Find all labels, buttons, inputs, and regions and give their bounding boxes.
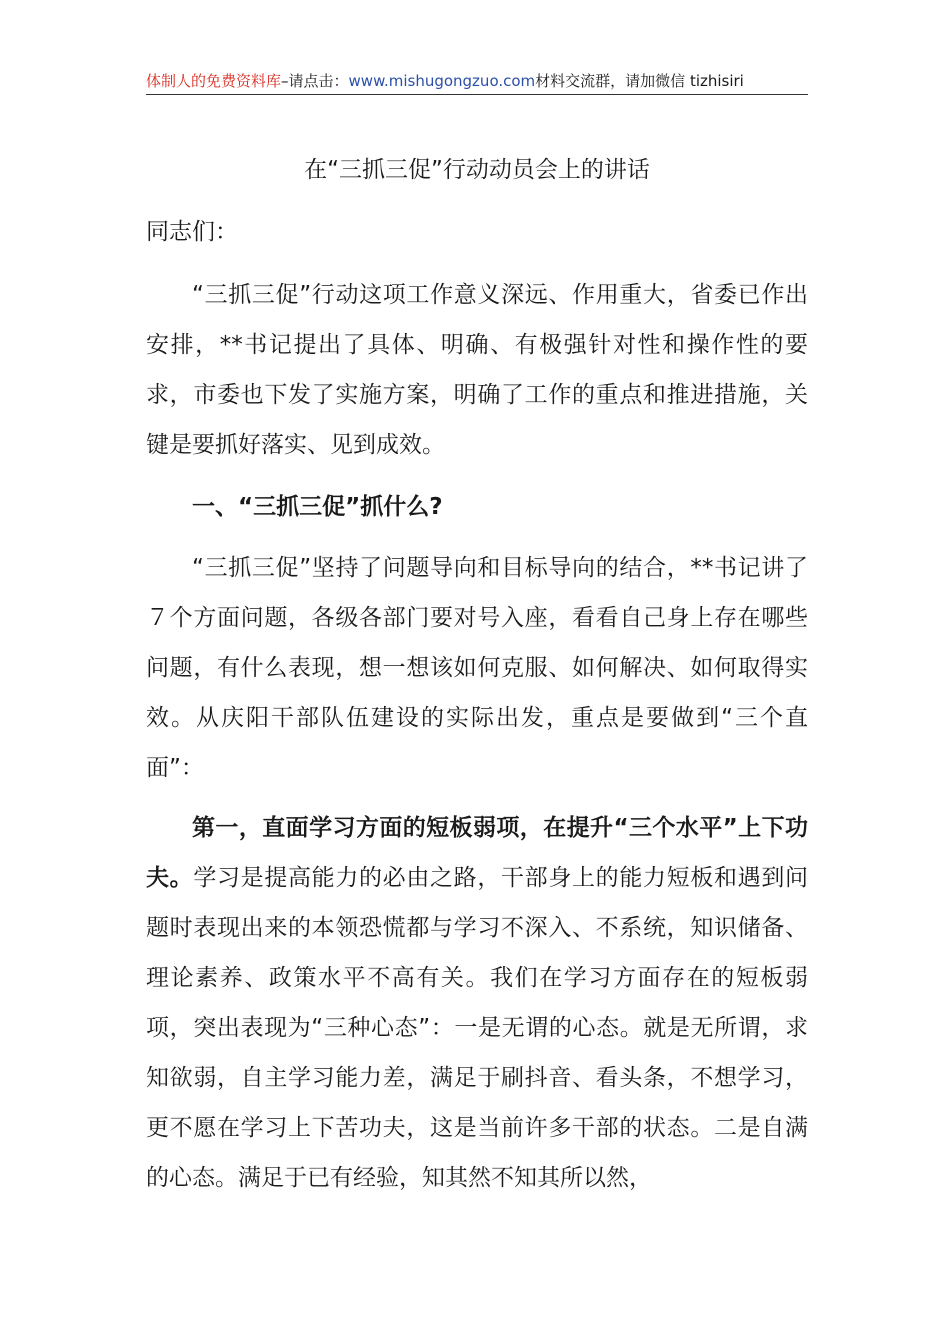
point-1-body: 学习是提高能力的必由之路，干部身上的能力短板和遇到问题时表现出来的本领恐慌都与学习不深入、不系统，知识储备、理论素养、政策水平不高有关。我们在学习方面存在的短板弱项，突出表现为“三种心态”：一是无谓的心态。就是无所谓，求知欲弱，自主学习能力差，满足于刷抖音、看头条，不想学习，更不愿在学习上下苦功夫，这是当前许多干部的状态。二是自满的心态。满足于已有经验，知其然不知其所以然， — [146, 865, 809, 1191]
header-brand: 体制人的免费资料库 — [146, 72, 282, 90]
document-title: 在“三抓三促”行动动员会上的讲话 — [304, 157, 650, 183]
header-suffix: 材料交流群，请加微信 tizhisiri — [535, 72, 744, 90]
header-prompt: –请点击： — [281, 72, 349, 90]
salutation: 同志们： — [146, 219, 238, 245]
paragraph-section-1: “三抓三促”坚持了问题导向和目标导向的结合，**书记讲了７个方面问题，各级各部门要对号入座，看看自己身上存在哪些问题，有什么表现，想一想该如何克服、如何解决、如何取得实效。从庆阳干部队伍建设的实际出发，重点是要做到“三个直面”： — [146, 555, 808, 781]
point-1-lead: 第一，直面学习方面的短板弱项，在提升“三个水平”上下功夫。 — [146, 815, 808, 891]
header-url-link[interactable]: www.mishugongzuo.com — [348, 72, 536, 90]
page-header — [146, 68, 808, 95]
paragraph-point-1 — [146, 803, 808, 1203]
section-heading-1: 一、“三抓三促”抓什么? — [192, 494, 443, 520]
paragraph-intro: “三抓三促”行动这项工作意义深远、作用重大，省委已作出安排，**书记提出了具体、明确、有极强针对性和操作性的要求，市委也下发了实施方案，明确了工作的重点和推进措施，关键是要抓好落实、见到成效。 — [146, 282, 808, 458]
